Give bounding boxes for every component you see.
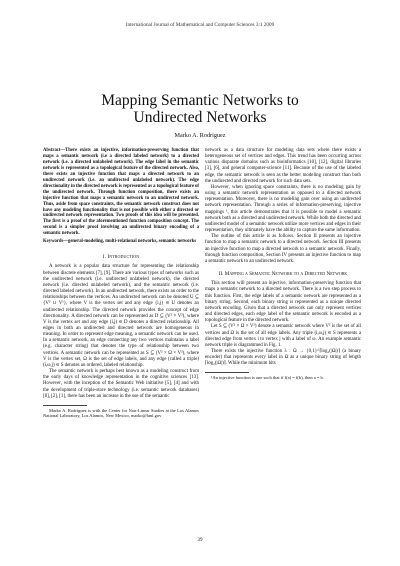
section2-paragraph-1: This section will present an injective, information-preserving function that maps a semantic network to a directed network. There is a two step process to this function. First, the edge labels of a semantic network are represented as a binary string. Second, each binary string is represented as a unique directed network encoding. Given that a directed network can only represent vertices and directed edges, each edge label of the semantic network is encoded as a topological feature in the directed network. <box>205 281 361 324</box>
injective-footnote: ¹An injective function is one such that if f(a) = f(b), then a = b. <box>211 375 324 381</box>
intro-paragraph-1: A network is a popular data structure for representing the relationship between discrete elements [7], [9]. There are various types of networks such as the undirected network (i.e. undirected unlabeled network), the directed network (i.e. directed unlabeled network), and the semantic network (i.e. directed labeled network). In an undirected network, there exists an order to the relationships between the vertices. An undirected network can be denoted U ⊆ {V² ∪ V¹}, where V is the vertex set and any edge {i,j} ∈ U denotes an undirected relationship. The directed network provides the concept of edge directionality. A directed network can be represented as D ⊆ (V² × V²), where V is the vertex set and any edge (i,j) ∈ D denotes a directed relationship. All edges in both an undirected and directed network are homogeneous in meaning. In order to represent edge meaning, a semantic network can be used. In a semantic network, an edge connecting any two vertices maintains a label (e.g. character string) that denotes the type of relationship between two vertices. A semantic network can be represented as S ⊆ (V² × Ω × V²), where V is the vertex set, Ω is the set of edge labels, and any edge (called a triple) (i,ω,j) ∈ S denotes an ordered, labeled relationship. <box>43 264 199 368</box>
section-heading-mapping: II. Mapping a Semantic Network to a Directed Network <box>218 270 348 277</box>
footnote-rule <box>43 405 87 406</box>
title-line-2: Undirected Networks <box>133 109 267 126</box>
page-number: 39 <box>197 538 203 543</box>
section2-paragraph-3: There exists the injective function λ : Ω → {0,1}^⌈log₂(|Ω|)⌉ (a binary encoder) that represents every label in Ω as a unique binary string of length ⌈log₂(|Ω|)⌉. While the minimum bits <box>205 348 361 367</box>
section-heading-introduction: I. Introduction <box>102 254 140 261</box>
right-column <box>205 148 361 381</box>
author-name: Marko A. Rodriguez <box>174 132 226 139</box>
title-line-1: Mapping Semantic Networks to <box>101 92 299 109</box>
abstract: Abstract—There exists an injective, information-preserving function that maps a semantic network (i.e a directed labeled network) to a directed network (i.e. a directed unlabeled network). The edge label in the semantic network is represented as a topological feature of the directed network. Also, there exists an injective function that maps a directed network to an undirected network (i.e. an undirected unlabeled network). The edge directionality in the directed network is represented as a topological feature of the undirected network. Through function composition, there exists an injective function that maps a semantic network to an undirected network. Thus, aside from space constraints, the semantic network construct does not have any modeling functionality that is not possible with either a directed or undirected network representation. Two proofs of this idea will be presented. The first is a proof of the aforementioned function composition concept. The second is a simpler proof involving an undirected binary encoding of a semantic network. <box>43 148 199 237</box>
left-column <box>43 148 199 419</box>
right-paragraph-3: The outline of this article is as follows. Section II presents an injective function to map a semantic network to a directed network. Section III presents an injective function to map a directed network to a semantic network. Finally, through function composition, Section IV presents an injective function to map a semantic network to an undirected network. <box>205 234 361 264</box>
keywords: Keywords—general-modeling, multi-relational networks, semantic networks <box>43 239 197 245</box>
section2-paragraph-2: Let S ⊆ (V² × Ω × V²) denote a semantic network where V² is the set of all vertices and Ω is the set of all edge labels. Any triple (i,ω,j) ∈ S represents a directed edge from vertex i to vertex j with a label of ω. An example semantic network triple is diagrammed in Fig. 1. <box>205 324 361 348</box>
right-paragraph-1: network as a data structure for modeling data sets where there exists a heterogeneous set of vertices and edges. This trend has been occurring across various disparate domains such as bioinformatics [10], [12], digital libraries [3], [6], and general computer-science [11]. Because of the use of the labeled edge, the semantic network is seen as the better modeling construct than both the undirected and directed network for such data sets. <box>205 148 361 184</box>
journal-header: International Journal of Mathematical and Computer Sciences 3:1 2009 <box>125 22 275 28</box>
author-footnote: Marko A. Rodriguez is with the Center for Non-Linear Studies at the Los Alamos National Laboratory, Los Alamos, New Mexico, marko@lanl.gov <box>43 407 199 419</box>
paper-title <box>0 92 400 126</box>
right-paragraph-2: However, when ignoring space constraints, there is no modeling gain by using a semantic network representation as opposed to a directed network representation. Moreover, there is no modeling gain over using an undirected network representation. Through a series of information-preserving, injective mappings ¹, this article demonstrates that it is possible to model a semantic network both as a directed and undirected network. While both the directed and undirected model of a semantic network utilize more vertices and edges in their representation, they ultimately have the ability to capture the same information. <box>205 184 361 234</box>
footnote-rule-right <box>205 372 249 373</box>
intro-paragraph-2: The semantic network is perhaps best known as a modeling construct from the early days of knowledge representation in the cognitive sciences [13]. However, with the inception of the Semantic Web initiative [5], [4] and with the development of triple-store technology (i.e. semantic network databases) [8], [2], [1], there has been an increase in the use of the semantic <box>43 369 199 399</box>
